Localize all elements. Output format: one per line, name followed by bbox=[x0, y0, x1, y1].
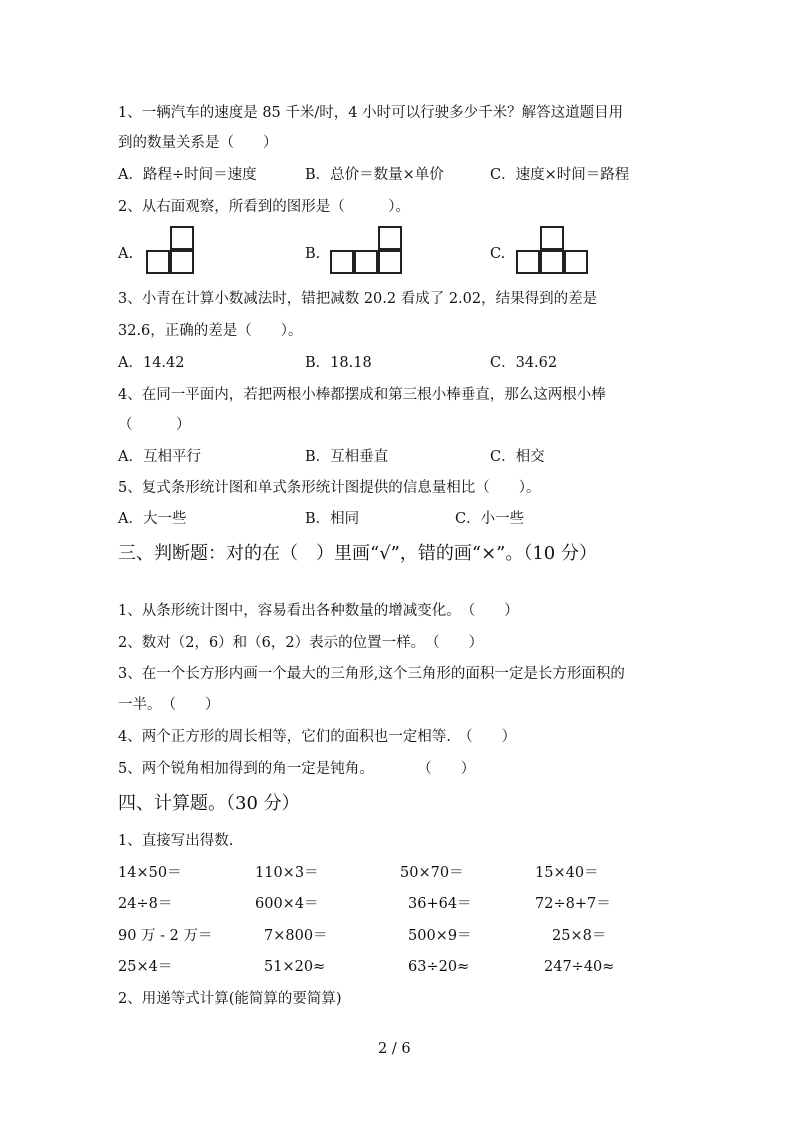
calc-cell: 51×20≈ bbox=[264, 959, 326, 975]
q5-option-a: A．大一些 bbox=[118, 511, 187, 527]
calc-cell: 24÷8＝ bbox=[118, 896, 173, 912]
calc-cell: 90 万 - 2 万＝ bbox=[118, 928, 213, 944]
judge-item-4: 4、两个正方形的周长相等，它们的面积也一定相等. （ ） bbox=[118, 729, 517, 745]
q2-label-b: B. bbox=[305, 246, 321, 262]
q3-option-c: C．34.62 bbox=[490, 355, 558, 371]
q3-text-line1: 3、小青在计算小数减法时，错把减数 20.2 看成了 2.02，结果得到的差是 bbox=[118, 291, 598, 307]
calc-cell: 15×40＝ bbox=[535, 865, 599, 881]
calc-cell: 500×9＝ bbox=[408, 928, 472, 944]
judge-heading: 三、判断题：对的在（ ）里画“√”，错的画“×”。（10 分） bbox=[118, 543, 597, 564]
q4-text-line2: （ ） bbox=[118, 417, 191, 433]
page-number: 2 / 6 bbox=[378, 1041, 411, 1057]
calc-cell: 25×8＝ bbox=[552, 928, 607, 944]
judge-item-3-line2: 一半。 （ ） bbox=[118, 697, 220, 713]
calc-cell: 14×50＝ bbox=[118, 865, 182, 881]
calc-cell: 7×800＝ bbox=[264, 928, 328, 944]
q2-label-c: C. bbox=[490, 246, 506, 262]
q1-option-c: C．速度×时间＝路程 bbox=[490, 167, 630, 183]
q2-figure-a bbox=[146, 226, 196, 276]
q5-option-c: C．小一些 bbox=[455, 511, 525, 527]
calc-cell: 72÷8+7＝ bbox=[535, 896, 611, 912]
q4-option-c: C．相交 bbox=[490, 449, 545, 465]
calc-cell: 25×4＝ bbox=[118, 959, 173, 975]
q3-text-line2: 32.6，正确的差是（ ）。 bbox=[118, 323, 303, 339]
q1-option-a: A．路程÷时间＝速度 bbox=[118, 167, 257, 183]
judge-item-3-line1: 3、在一个长方形内画一个最大的三角形,这个三角形的面积一定是长方形面积的 bbox=[118, 666, 625, 682]
calc-cell: 50×70＝ bbox=[400, 865, 464, 881]
q4-option-b: B．互相垂直 bbox=[305, 449, 389, 465]
calc-cell: 36+64＝ bbox=[408, 896, 472, 912]
calc-cell: 110×3＝ bbox=[255, 865, 319, 881]
q1-text-line2: 到的数量关系是（ ） bbox=[118, 135, 278, 151]
q1-option-b: B．总价＝数量×单价 bbox=[305, 167, 444, 183]
q4-text-line1: 4、在同一平面内，若把两根小棒都摆成和第三根小棒垂直，那么这两根小棒 bbox=[118, 387, 606, 403]
q2-figure-c bbox=[516, 226, 592, 276]
judge-item-1: 1、从条形统计图中，容易看出各种数量的增减变化。 （ ） bbox=[118, 603, 519, 619]
q1-text-line1: 1、一辆汽车的速度是 85 千米/时，4 小时可以行驶多少千米？解答这道题目用 bbox=[118, 105, 624, 121]
judge-item-2: 2、数对（2，6）和（6，2）表示的位置一样。 （ ） bbox=[118, 635, 484, 651]
calc-cell: 600×4＝ bbox=[255, 896, 319, 912]
q2-label-a: A. bbox=[118, 246, 134, 262]
judge-item-5: 5、两个锐角相加得到的角一定是钝角。 （ ） bbox=[118, 761, 476, 777]
q2-text: 2、从右面观察，所看到的图形是（ ）。 bbox=[118, 199, 410, 215]
calc-cell: 63÷20≈ bbox=[408, 959, 470, 975]
q3-option-b: B．18.18 bbox=[305, 355, 372, 371]
q4-option-a: A．互相平行 bbox=[118, 449, 201, 465]
q5-option-b: B．相同 bbox=[305, 511, 360, 527]
calc-cell: 247÷40≈ bbox=[544, 959, 615, 975]
calc-sub1: 1、直接写出得数. bbox=[118, 833, 234, 849]
q2-figure-b bbox=[330, 226, 406, 276]
q5-text: 5、复式条形统计图和单式条形统计图提供的信息量相比（ ）。 bbox=[118, 480, 541, 496]
calc-sub2: 2、用递等式计算(能简算的要简算) bbox=[118, 991, 342, 1007]
calc-heading: 四、计算题。（30 分） bbox=[118, 793, 300, 814]
q3-option-a: A．14.42 bbox=[118, 355, 185, 371]
